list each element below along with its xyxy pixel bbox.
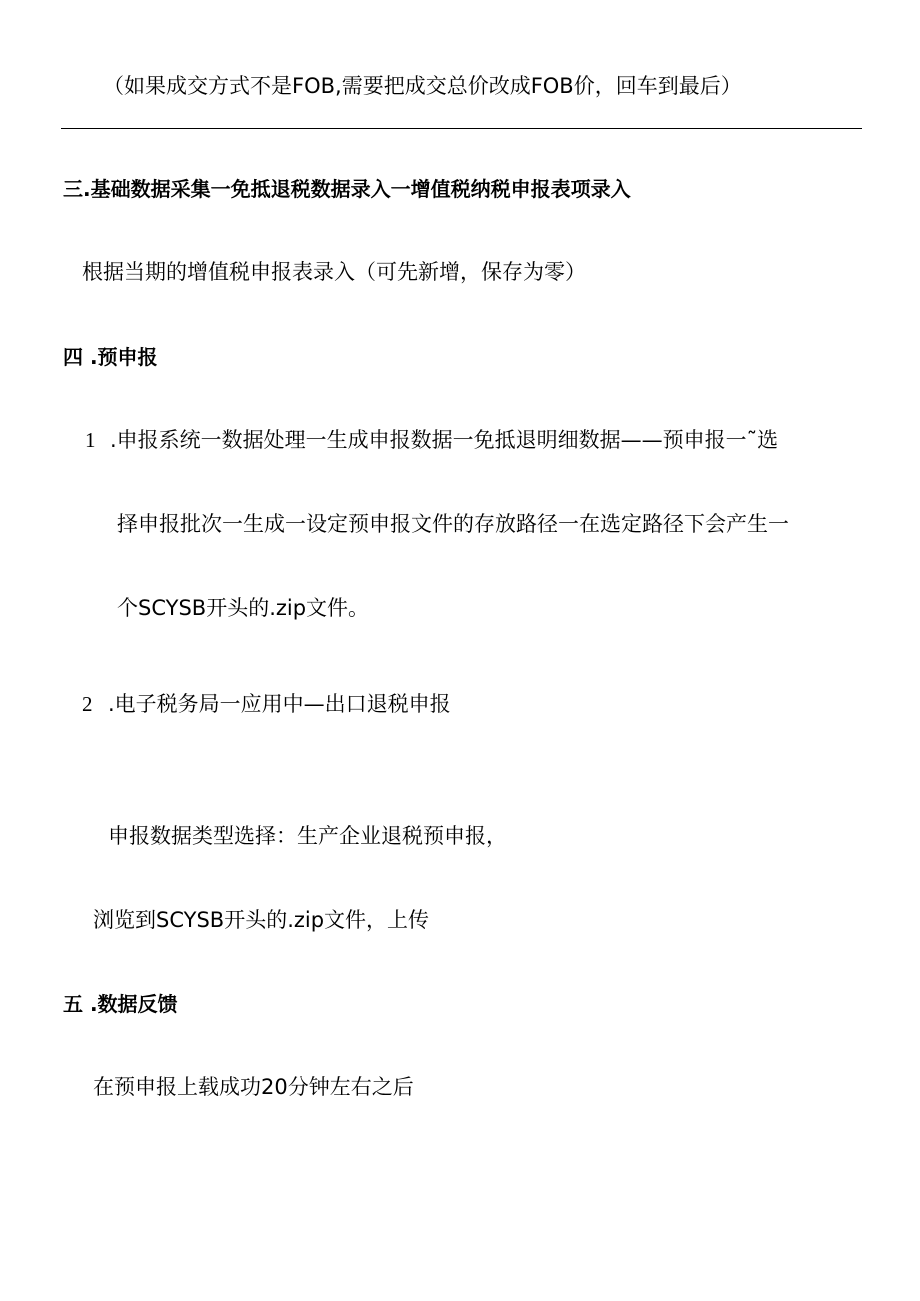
section-5-heading: 五 .数据反馈 bbox=[63, 992, 178, 1016]
step-1-line-1: .申报系统一数据处理一生成申报数据一免抵退明细数据——预申报一˜选 bbox=[110, 428, 779, 452]
section-3-heading: 三.基础数据采集一免抵退税数据录入一增值税纳税申报表项录入 bbox=[63, 177, 631, 201]
section-4-heading: 四 .预申报 bbox=[63, 345, 158, 369]
step-1-number: 1 bbox=[85, 428, 96, 452]
horizontal-divider bbox=[61, 128, 862, 129]
upload-note: 浏览到SCYSB开头的.zip文件，上传 bbox=[93, 908, 430, 932]
step-2-text: .电子税务局一应用中—出口退税申报 bbox=[108, 692, 451, 716]
declaration-type-note: 申报数据类型选择：生产企业退税预申报， bbox=[108, 824, 507, 848]
section-5-body: 在预申报上载成功20分钟左右之后 bbox=[93, 1075, 414, 1099]
top-note: （如果成交方式不是FOB,需要把成交总价改成FOB价，回车到最后） bbox=[103, 74, 742, 98]
step-1-line-2: 择申报批次一生成一设定预申报文件的存放路径一在选定路径下会产生一 bbox=[117, 512, 789, 536]
section-3-body: 根据当期的增值税申报表录入（可先新增，保存为零） bbox=[82, 260, 586, 284]
step-1-line-3: 个SCYSB开头的.zip文件。 bbox=[117, 596, 370, 620]
step-2-number: 2 bbox=[82, 692, 93, 716]
